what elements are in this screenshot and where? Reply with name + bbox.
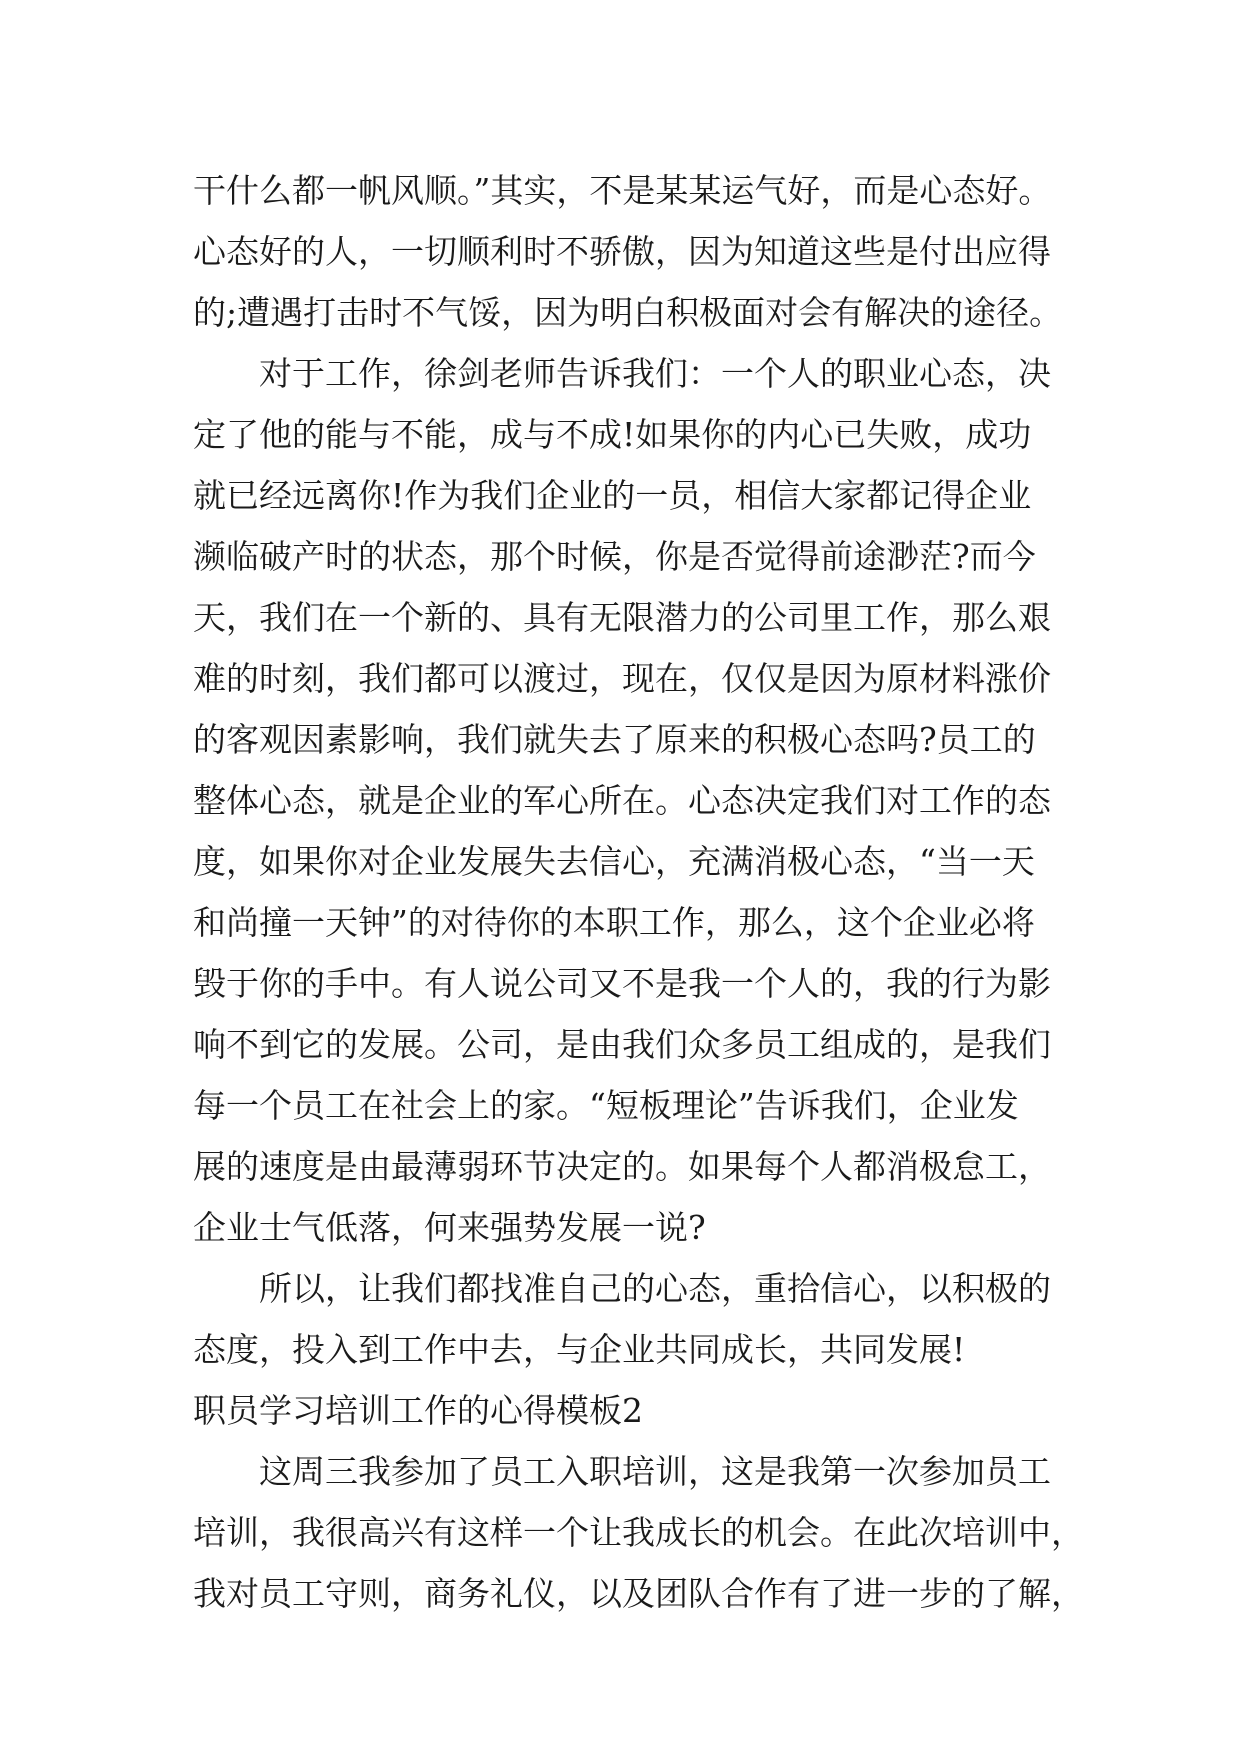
text-line: 和尚撞一天钟”的对待你的本职工作，那么，这个企业必将 [193, 903, 1035, 942]
text-line: 心态好的人，一切顺利时不骄傲，因为知道这些是付出应得 [193, 232, 1051, 271]
text-line: 整体心态，就是企业的军心所在。心态决定我们对工作的态 [193, 781, 1051, 820]
text-line: 干什么都一帆风顺。”其实，不是某某运气好，而是心态好。 [193, 171, 1052, 210]
paragraph-first-line: 这周三我参加了员工入职培训，这是我第一次参加员工 [259, 1452, 1051, 1491]
paragraph-first-line: 对于工作，徐剑老师告诉我们：一个人的职业心态，决 [259, 354, 1051, 393]
document-body [193, 160, 1084, 1624]
text-line: 定了他的能与不能，成与不成!如果你的内心已失败，成功 [193, 415, 1032, 454]
text-line: 度，如果你对企业发展失去信心，充满消极心态，“当一天 [193, 842, 1035, 881]
text-line: 响不到它的发展。公司，是由我们众多员工组成的，是我们 [193, 1025, 1051, 1064]
text-line: 的;遭遇打击时不气馁，因为明白积极面对会有解决的途径。 [193, 293, 1063, 332]
text-line: 濒临破产时的状态，那个时候，你是否觉得前途渺茫?而今 [193, 537, 1036, 576]
text-line: 企业士气低落，何来强势发展一说? [193, 1208, 706, 1247]
text-line: 培训，我很高兴有这样一个让我成长的机会。在此次培训中， [193, 1513, 1084, 1552]
text-line: 毁于你的手中。有人说公司又不是我一个人的，我的行为影 [193, 964, 1051, 1003]
text-line: 我对员工守则，商务礼仪，以及团队合作有了进一步的了解， [193, 1574, 1084, 1613]
text-line: 天，我们在一个新的、具有无限潜力的公司里工作，那么艰 [193, 598, 1051, 637]
paragraph-first-line: 所以，让我们都找准自己的心态，重拾信心，以积极的 [259, 1269, 1051, 1308]
text-line: 难的时刻，我们都可以渡过，现在，仅仅是因为原材料涨价 [193, 659, 1051, 698]
text-line: 每一个员工在社会上的家。“短板理论”告诉我们，企业发 [193, 1086, 1019, 1125]
text-line: 就已经远离你!作为我们企业的一员，相信大家都记得企业 [193, 476, 1032, 515]
text-line: 的客观因素影响，我们就失去了原来的积极心态吗?员工的 [193, 720, 1036, 759]
text-line: 态度，投入到工作中去，与企业共同成长，共同发展! [193, 1330, 966, 1369]
text-line: 展的速度是由最薄弱环节决定的。如果每个人都消极怠工， [193, 1147, 1051, 1186]
section-heading: 职员学习培训工作的心得模板2 [193, 1391, 643, 1430]
